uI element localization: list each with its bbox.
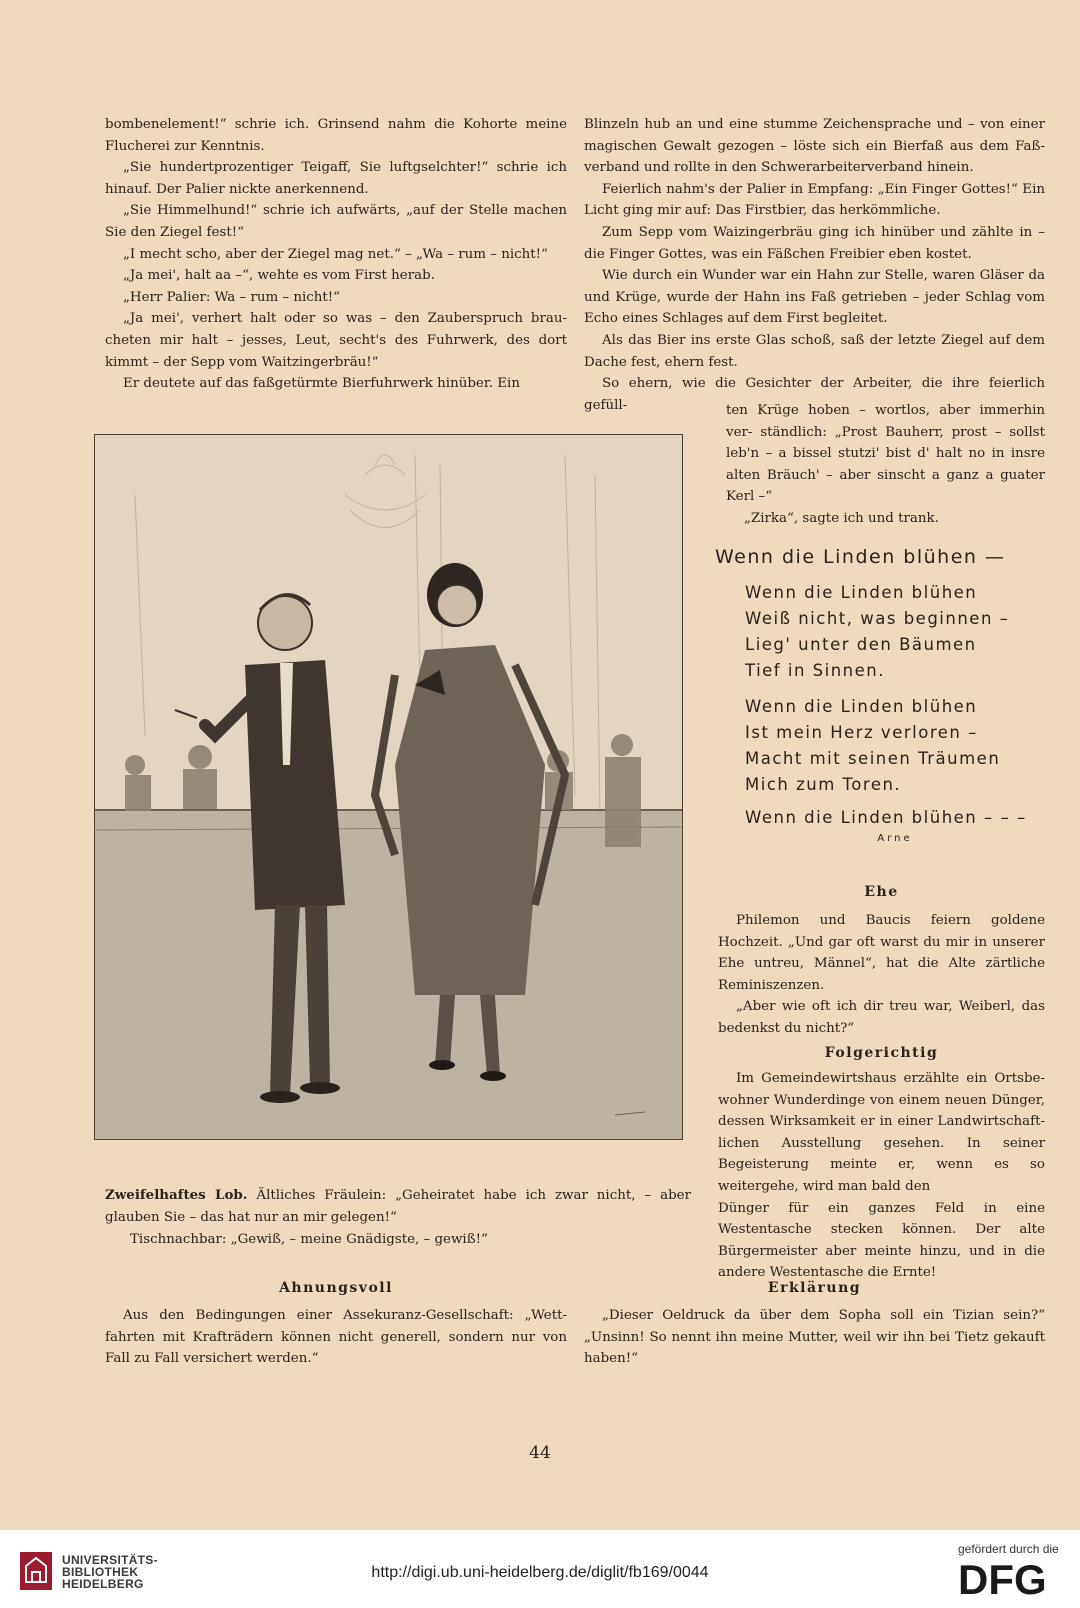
- poem-line: Weiß nicht, was beginnen –: [745, 609, 1010, 628]
- digitization-footer: [0, 1530, 1080, 1608]
- poem-last-line: Wenn die Linden blühen – – –: [745, 808, 1027, 827]
- section-ahnungsvoll: [105, 1305, 567, 1370]
- institution-line: UNIVERSITÄTS-: [62, 1553, 158, 1567]
- section-ehe: [718, 910, 1045, 1040]
- permalink-url[interactable]: http://digi.ub.uni-heidelberg.de/diglit/fb169/0044: [371, 1564, 709, 1581]
- section-erklaerung: [584, 1305, 1045, 1370]
- paragraph: Als das Bier ins erste Glas schoß, saß der letzte Ziegel auf dem Dache fest, ehern fest.: [584, 332, 1045, 370]
- paragraph: „I mecht scho, aber der Ziegel mag net.“ – „Wa – rum – nicht!“: [123, 246, 548, 262]
- illustration-restaurant-scene: [94, 434, 683, 1140]
- poem-title: Wenn die Linden blühen —: [715, 546, 1006, 568]
- page-number: 44: [529, 1443, 551, 1463]
- paragraph: „Sie hundertprozentiger Teigaff, Sie luftgselchter!“ schrie ich hinauf. Der Palier nickte anerkennend.: [105, 160, 567, 197]
- paragraph: „Sie Himmelhund!“ schrie ich aufwärts, „auf der Stelle machen Sie den Ziegel fest!“: [105, 203, 567, 240]
- paragraph: Zum Sepp vom Waizingerbräu ging ich hinüber und zählte in – die Finger Gottes, was ein Fäßchen Freibier eben kostet.: [584, 224, 1045, 262]
- paragraph: „Dieser Oeldruck da über dem Sopha soll ein Tizian sein?“ „Unsinn! So nennt ihn meine Mutter, weil wir ihn bei Tietz gekauft haben!“: [584, 1308, 1045, 1367]
- dfg-logo-icon: [958, 1560, 1066, 1598]
- paragraph: ten Krüge hoben – wortlos, aber immerhin ver- ständlich: „Prost Bauherr, prost – sollst leb'n – a bissel stutzi' bist d' halt no in insre alten Bräuch' – aber sinscht a ganz a guater Kerl –“: [726, 403, 1045, 505]
- paragraph: Wie durch ein Wunder war ein Hahn zur Stelle, waren Gläser da und Krüge, wurde der Hahn ins Faß getrieben – jeder Schlag vom Echo eines Schlages auf dem First begleitet.: [584, 268, 1045, 327]
- paragraph: „Ja mei', halt aa –“, wehte es vom First herab.: [123, 268, 435, 284]
- section-folgerichtig: [718, 1068, 1045, 1284]
- right-column-continuation: [726, 400, 1045, 530]
- paragraph: „Herr Palier: Wa – rum – nicht!“: [123, 289, 341, 305]
- paragraph: Aus den Bedingungen einer Assekuranz-Gesellschaft: „Wett- fahrten mit Krafträdern können nicht generell, sondern nur von Fall zu Fall versichert werden.“: [105, 1308, 567, 1367]
- paragraph: Dünger für ein ganzes Feld in eine Westentasche stecken können. Der alte Bürgermeister aber meinte hinzu, und in die andere Westentasche die Ernte!: [718, 1200, 1045, 1281]
- poem-line: Lieg' unter den Bäumen: [745, 635, 977, 654]
- heading-ehe: Ehe: [864, 884, 899, 900]
- institution-line: HEIDELBERG: [62, 1577, 144, 1591]
- poem-line: Wenn die Linden blühen: [745, 583, 978, 602]
- paragraph: Er deutete auf das faßgetürmte Bierfuhrwerk hinüber. Ein: [123, 376, 520, 392]
- heading-folgerichtig: Folgerichtig: [824, 1045, 939, 1061]
- paragraph: „Aber wie oft ich dir treu war, Weiberl, das bedenkst du nicht?“: [718, 999, 1045, 1036]
- paragraph: Philemon und Baucis feiern goldene Hochzeit. „Und gar oft warst du mir in unserer Ehe untreu, Männel“, hat die Alte zärtliche Reminiszenzen.: [718, 913, 1045, 993]
- paragraph: Feierlich nahm's der Palier in Empfang: „Ein Finger Gottes!“ Ein Licht ging mir auf: Das Firstbier, das herkömmliche.: [584, 181, 1045, 219]
- sketch-drawing: [95, 435, 683, 1140]
- poem-line: Ist mein Herz verloren –: [745, 723, 978, 742]
- institution-line: BIBLIOTHEK: [62, 1565, 139, 1579]
- poem-line: Tief in Sinnen.: [745, 661, 885, 680]
- paragraph: Blinzeln hub an und eine stumme Zeichensprache und – von einer magischen Gewalt gezogen – löste sich ein Bierfaß aus dem Faß- verband und rollte in den Schwerarbeiterverband hinein.: [584, 117, 1045, 176]
- heading-ahnungsvoll: Ahnungsvoll: [279, 1280, 393, 1296]
- paragraph: Im Gemeindewirtshaus erzählte ein Ortsbe- wohner Wunderdinge von einem neuen Dünger, dessen Wirksamkeit er in einer Landwirtschaft- lichen Ausstellung gesehen. In seiner Begeisterung meinte er, wenn es so weitergehe, wird man bald den: [718, 1071, 1045, 1194]
- svg-text:DFG: DFG: [958, 1560, 1047, 1598]
- caption-line-2: Tischnachbar: „Gewiß, – meine Gnädigste, – gewiß!“: [130, 1232, 488, 1247]
- paragraph: „Ja mei', verhert halt oder so was – den Zauberspruch brau- cheten mir halt – jesses, Leut, secht's des Fuhrwerk, des dort kimmt – der Sepp vom Waitzingerbräu!“: [105, 311, 567, 370]
- poem-stanza-1: [745, 580, 1045, 684]
- heading-erklaerung: Erklärung: [767, 1280, 862, 1296]
- poem-stanza-2: [745, 694, 1045, 798]
- poem-author: Arne: [877, 833, 913, 844]
- right-column-text: [584, 114, 1045, 416]
- illustration-caption: [105, 1184, 691, 1251]
- paragraph: „Zirka“, sagte ich und trank.: [744, 510, 939, 526]
- funding-label: gefördert durch die: [958, 1542, 1059, 1556]
- poem-line: Mich zum Toren.: [745, 775, 902, 794]
- paragraph: bombenelement!“ schrie ich. Grinsend nahm die Kohorte meine Flucherei zur Kenntnis.: [105, 117, 567, 154]
- poem-line: Wenn die Linden blühen: [745, 697, 978, 716]
- paragraph: So ehern, wie die Gesichter der Arbeiter, die ihre feierlich gefüll-: [584, 376, 1045, 413]
- poem-line: Macht mit seinen Träumen: [745, 749, 1001, 768]
- caption-title: Zweifelhaftes Lob.: [105, 1187, 248, 1203]
- caption-line-1: Ältliches Fräulein: „Geheiratet habe ich zwar nicht, – aber glauben Sie – das hat nur an mir gelegen!“: [105, 1188, 691, 1225]
- poem-wenn-die-linden-bluehen: [715, 546, 1045, 844]
- left-column-text: [105, 114, 567, 395]
